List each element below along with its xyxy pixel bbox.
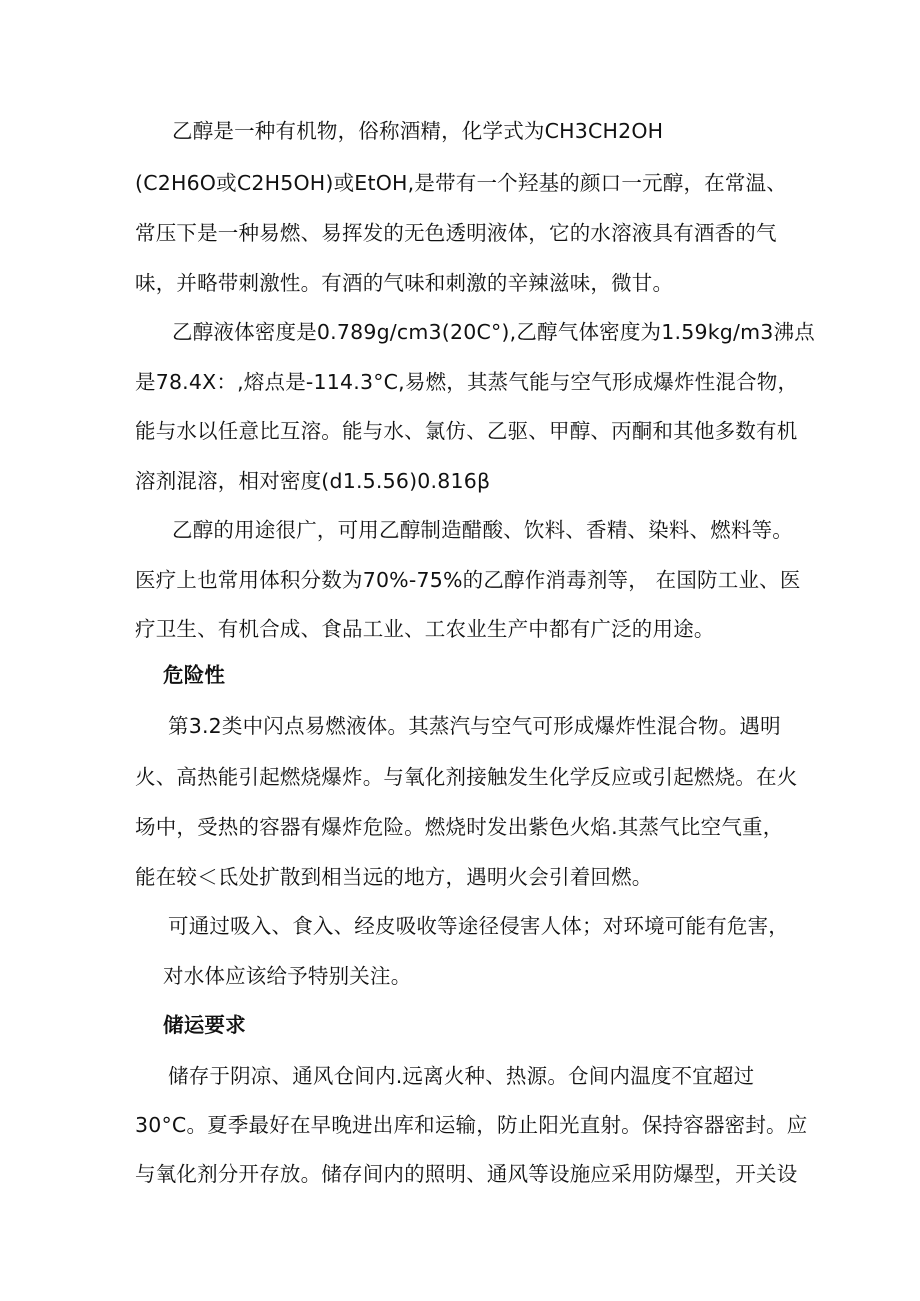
exposure-line-2: 对水体应该给予特别关注。 <box>163 964 412 988</box>
storage-line-3: 与氧化剂分开存放。储存间内的照明、通风等设施应采用防爆型，开关设 <box>135 1162 798 1186</box>
properties-line-1: 乙醇液体密度是0.789g∕cm3(20C°),乙醇气体密度为1.59kg∕m3沸点 <box>172 320 815 344</box>
storage-line-2: 30°C。夏季最好在早晚进出库和运输，防止阳光直射。保持容器密封。应 <box>135 1113 808 1137</box>
uses-line-2: 医疗上也常用体积分数为70%-75%的乙醇作消毒剂等， 在国防工业、医 <box>135 568 801 592</box>
intro-line-3: 常压下是一种易燃、易挥发的无色透明液体，它的水溶液具有酒香的气 <box>135 221 777 245</box>
hazard-line-3: 场中，受热的容器有爆炸危险。燃烧时发出紫色火焰.其蒸气比空气重， <box>135 815 784 839</box>
properties-line-4: 溶剂混溶，相对密度(d1.5.56)0.816β <box>135 469 491 493</box>
hazard-line-2: 火、高热能引起燃烧爆炸。与氧化剂接触发生化学反应或引起燃烧。在火 <box>135 765 798 789</box>
intro-line-2: (C2H6O或C2H5OH)或EtOH,是带有一个羟基的颜口一元醇，在常温、 <box>135 171 787 195</box>
intro-line-1: 乙醇是一种有机物，俗称酒精，化学式为CH3CH2OH <box>172 119 664 143</box>
storage-line-1: 储存于阴凉、通风仓间内.远离火种、热源。仓间内温度不宜超过 <box>168 1064 755 1088</box>
exposure-line-1: 可通过吸入、食入、经皮吸收等途径侵害人体；对环境可能有危害， <box>168 914 789 938</box>
hazard-line-1: 第3.2类中闪点易燃液体。其蒸汽与空气可形成爆炸性混合物。遇明 <box>168 714 781 738</box>
storage-heading: 储运要求 <box>163 1013 246 1037</box>
intro-line-4: 味，并略带刺激性。有酒的气味和刺激的辛辣滋味，微甘。 <box>135 271 674 295</box>
hazard-heading: 危险性 <box>163 663 226 687</box>
properties-line-3: 能与水以任意比互溶。能与水、氯仿、乙驱、甲醇、丙酮和其他多数有机 <box>135 419 798 443</box>
hazard-line-4: 能在较＜氐处扩散到相当远的地方，遇明火会引着回燃。 <box>135 865 653 889</box>
properties-line-2: 是78.4X：,熔点是-114.3°C,易燃，其蒸气能与空气形成爆炸性混合物， <box>135 370 799 394</box>
uses-line-3: 疗卫生、有机合成、食品工业、工农业生产中都有广泛的用途。 <box>135 617 715 641</box>
uses-line-1: 乙醇的用途很广，可用乙醇制造醋酸、饮料、香精、染料、燃料等。 <box>172 518 793 542</box>
